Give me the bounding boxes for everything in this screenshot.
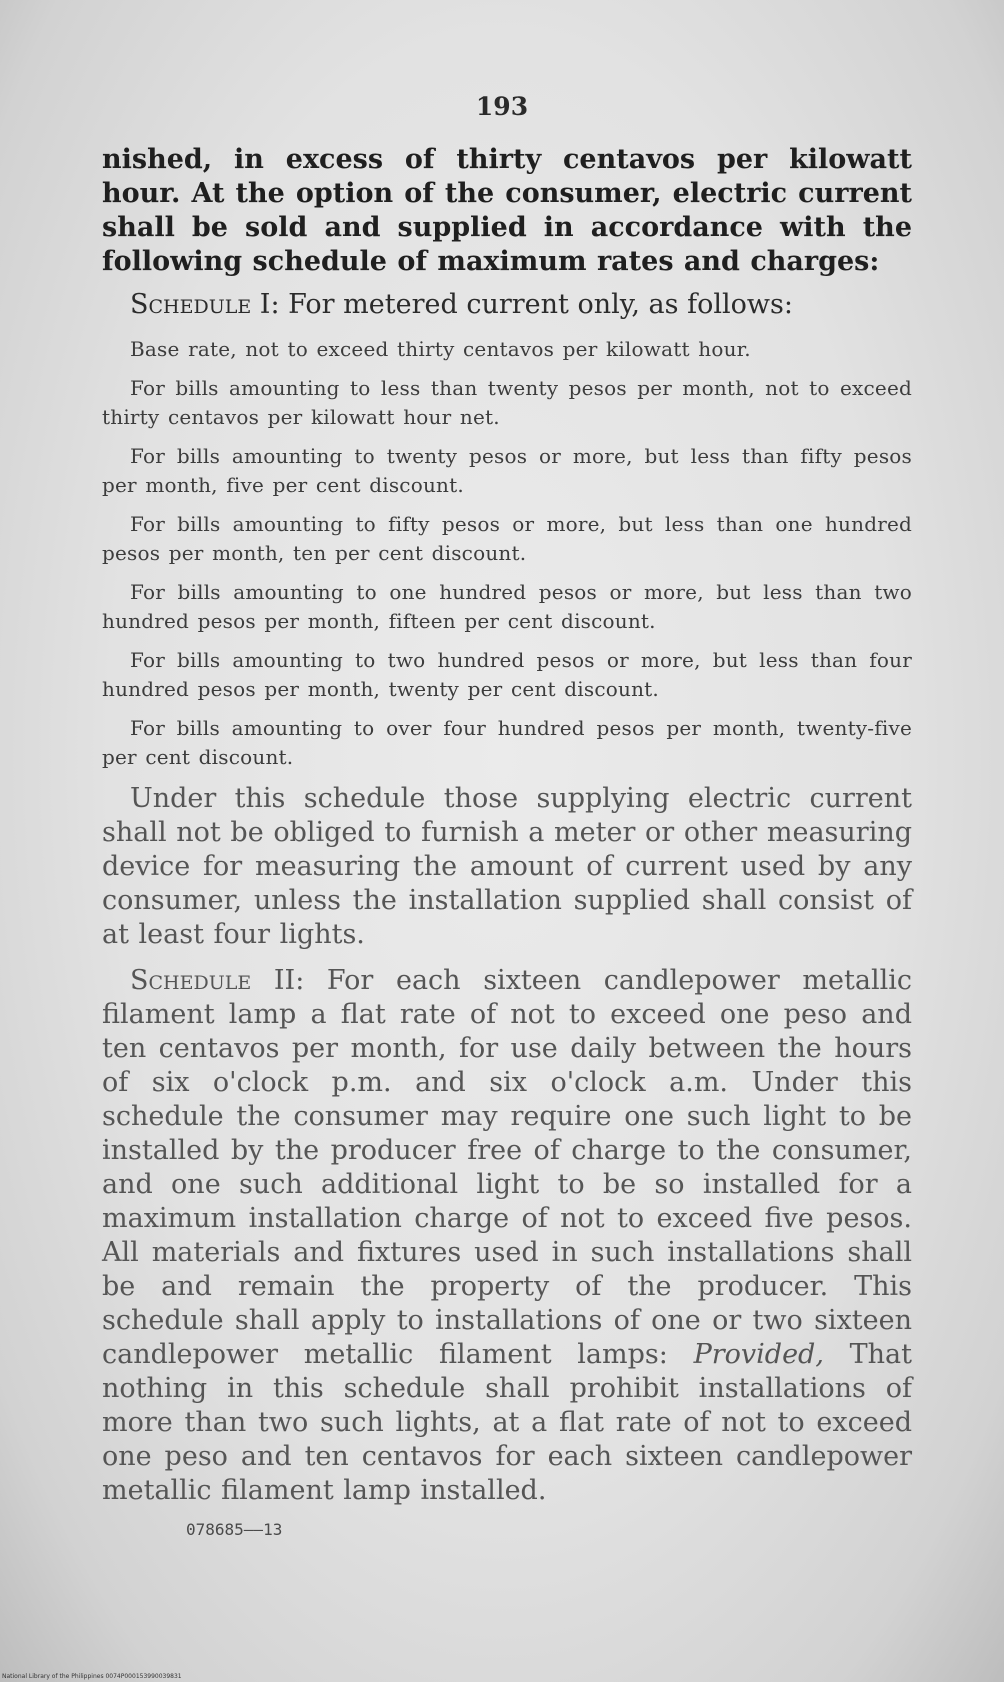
rate-item: For bills amounting to two hundred pesos or more, but less than four hundred pesos per month, twenty per cent discount. [102, 648, 912, 701]
rate-list [102, 335, 912, 772]
schedule-1-text: For metered current only, as follows: [288, 289, 793, 320]
rate-item: For bills amounting to over four hundred pesos per month, twenty-five per cent discount. [102, 716, 912, 769]
schedule-2-separator: : [295, 965, 327, 996]
rate-item: For bills amounting to twenty pesos or more, but less than fifty pesos per month, five per cent discount. [102, 444, 912, 497]
schedule-1-label: Schedule I [130, 289, 271, 320]
library-stamp: National Library of the Philippines 0074P000153990039831 [2, 1673, 182, 1680]
rate-item: For bills amounting to fifty pesos or more, but less than one hundred pesos per month, ten per cent discount. [102, 512, 912, 565]
schedule-2-label: Schedule II [130, 965, 296, 996]
rate-item: Base rate, not to exceed thirty centavos per kilowatt hour. [130, 337, 751, 361]
schedule-2-text-before: For each sixteen candlepower metallic filament lamp a flat rate of not to exceed one peso and ten centavos per month, for use daily between the hours of six o'clock p.m. and six o'clock a.m. Under this schedule the consumer may require one such light to be installed by the producer free of charge to the consumer, and one such additional light to be so installed for a maximum installation charge of not to exceed five pesos. All materials and fixtures used in such installations shall be and remain the property of the producer. This schedule shall apply to installations of one or two sixteen candlepower metallic filament lamps: [102, 965, 912, 1370]
schedule-1-heading [102, 285, 912, 325]
lead-paragraph: nished, in excess of thirty centavos per kilowatt hour. At the option of the consumer, electric current shall be sold and supplied in accordance with the following schedule of maximum rates and charges: [102, 144, 912, 277]
under-schedule-paragraph: Under this schedule those supplying electric current shall not be obliged to furnish a meter or other measuring device for measuring the amount of current used by any consumer, unless the installation supplied shall consist of at least four lights. [102, 783, 912, 950]
proviso-word: Provided, [693, 1339, 824, 1370]
page-number: 193 [475, 92, 529, 121]
schedule-2-paragraph [102, 964, 912, 1508]
print-code: 078685——13 [186, 1520, 283, 1539]
rate-item: For bills amounting to less than twenty pesos per month, not to exceed thirty centavos per kilowatt hour net. [102, 376, 912, 429]
schedule-2-text-after: That nothing in this schedule shall prohibit installations of more than two such lights, at a flat rate of not to exceed one peso and ten centavos for each sixteen candlepower metallic filament lamp installed. [102, 1339, 912, 1506]
schedule-1-separator: : [270, 289, 289, 320]
rate-item: For bills amounting to one hundred pesos or more, but less than two hundred pesos per month, fifteen per cent discount. [102, 580, 912, 633]
body-text [102, 143, 912, 1539]
